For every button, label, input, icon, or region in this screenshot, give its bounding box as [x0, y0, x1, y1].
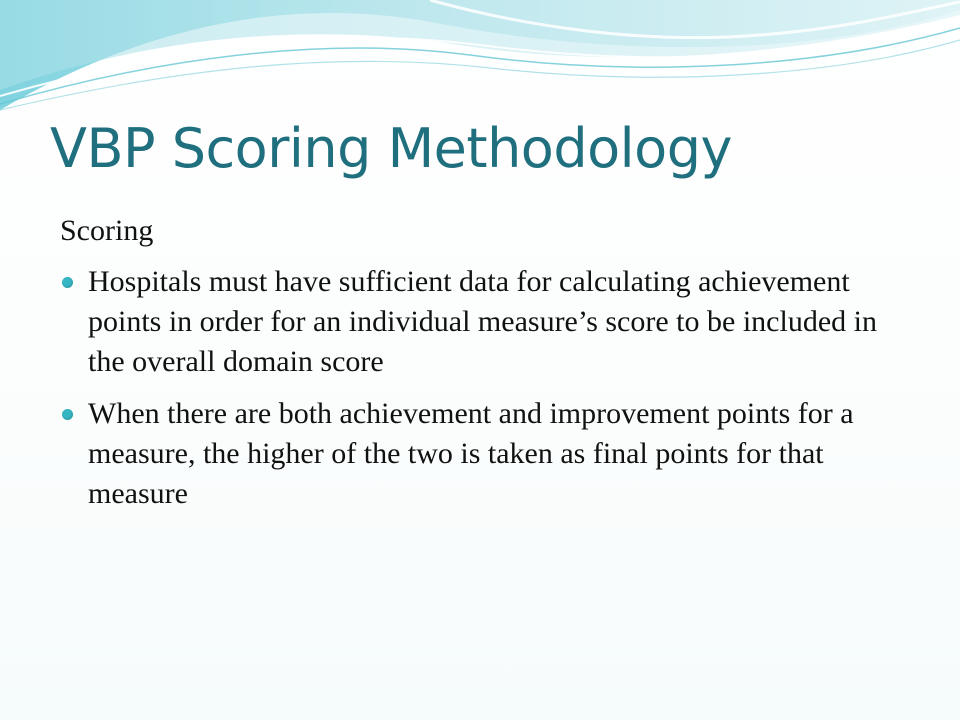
bullet-item	[60, 262, 900, 382]
bullet-dot-icon	[62, 277, 73, 288]
bullet-dot-icon	[62, 409, 73, 420]
bullet-text: When there are both achievement and improvement points for a measure, the higher of the two is taken as final points for that measure	[88, 397, 854, 510]
slide-content	[60, 212, 900, 526]
bullet-text: Hospitals must have sufficient data for calculating achievement points in order for an individual measure’s score to be included in the overall domain score	[88, 265, 877, 378]
slide-title: VBP Scoring Methodology	[50, 117, 732, 180]
bullet-item	[60, 394, 900, 514]
subheading: Scoring	[60, 214, 154, 247]
bullet-list	[60, 262, 900, 514]
header-wave-decoration	[0, 0, 960, 120]
